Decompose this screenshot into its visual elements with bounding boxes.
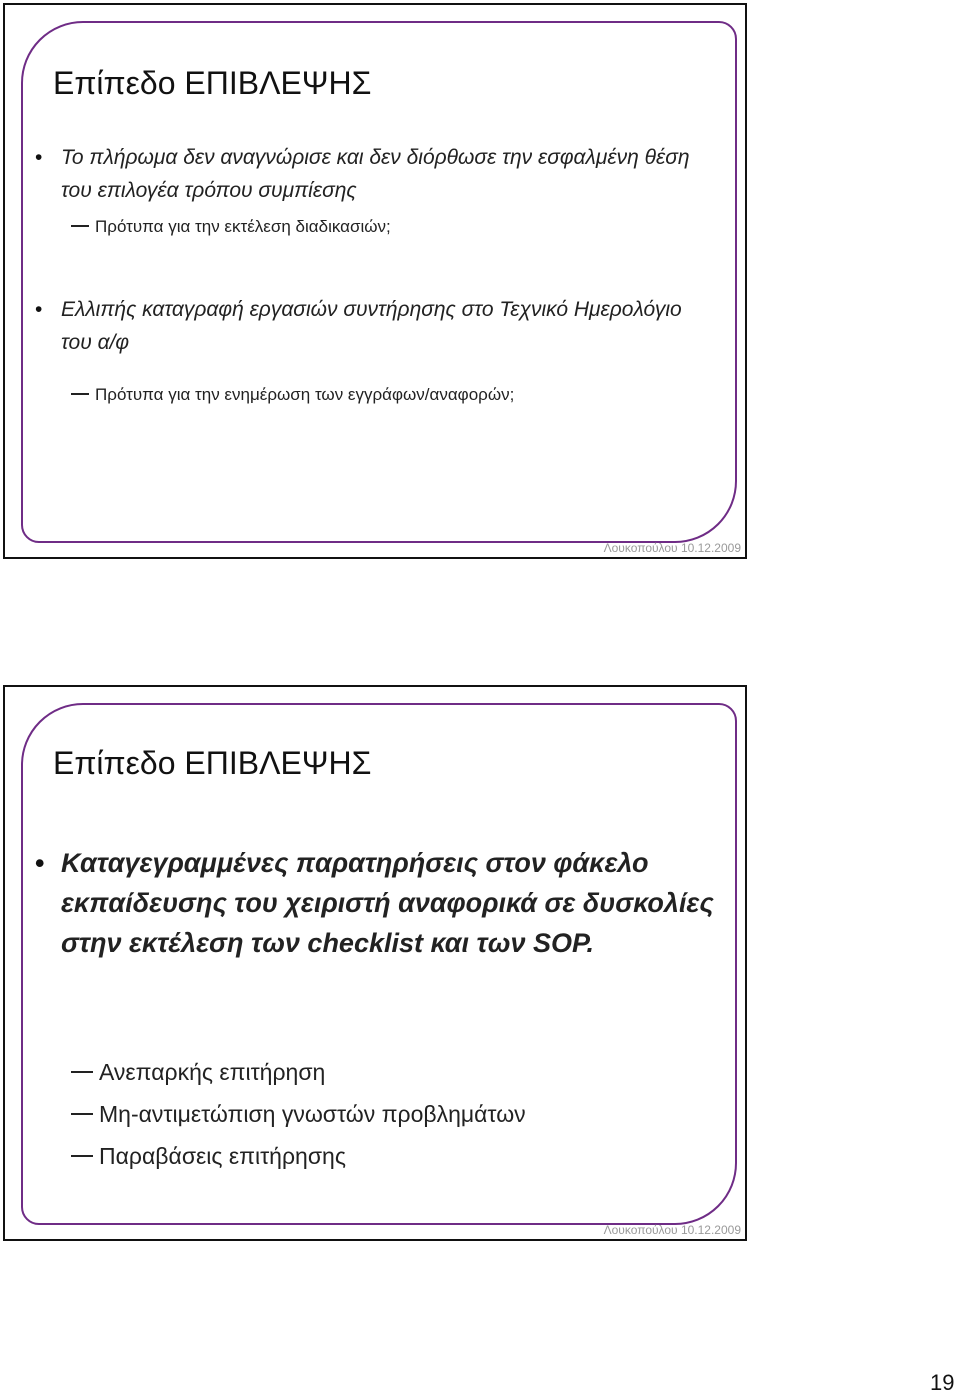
dash-icon	[71, 1155, 93, 1157]
slide-title: Επίπεδο ΕΠΙΒΛΕΨΗΣ	[53, 745, 372, 781]
dash-icon	[71, 393, 89, 395]
dash-icon	[71, 1071, 93, 1073]
sub-text: Πρότυπα για την ενημέρωση των εγγράφων/αναφορών;	[95, 385, 515, 404]
sub-item	[71, 385, 514, 405]
bullet-item	[35, 843, 721, 963]
sub-item	[71, 217, 391, 237]
bullet-text: Το πλήρωμα δεν αναγνώρισε και δεν διόρθωσε την εσφαλμένη θέση του επιλογέα τρόπου συμπίεσης	[61, 146, 690, 202]
slide-title: Επίπεδο ΕΠΙΒΛΕΨΗΣ	[53, 65, 372, 101]
sub-item	[71, 1143, 346, 1170]
sub-text: Μη-αντιμετώπιση γνωστών προβλημάτων	[99, 1101, 526, 1127]
bullet-icon: •	[35, 848, 45, 878]
dash-icon	[71, 225, 89, 227]
sub-item	[71, 1101, 526, 1128]
slide-frame	[21, 703, 737, 1225]
slide-1	[3, 3, 747, 559]
bullet-text: Καταγεγραμμένες παρατηρήσεις στον φάκελο εκπαίδευσης του χειριστή αναφορικά σε δυσκολίες στην εκτέλεση των checklist και των SOP.	[61, 848, 714, 958]
page-number: 19	[930, 1370, 955, 1395]
sub-item	[71, 1059, 325, 1086]
slide-footer: Λουκοπούλου 10.12.2009	[603, 541, 741, 555]
sub-text: Παραβάσεις επιτήρησης	[99, 1143, 346, 1169]
slide-2	[3, 685, 747, 1241]
slide-footer: Λουκοπούλου 10.12.2009	[603, 1223, 741, 1237]
bullet-item	[35, 141, 701, 207]
sub-text: Ανεπαρκής επιτήρηση	[99, 1059, 326, 1085]
bullet-icon: •	[35, 298, 43, 321]
slide-frame	[21, 21, 737, 543]
dash-icon	[71, 1113, 93, 1115]
bullet-icon: •	[35, 146, 43, 169]
sub-text: Πρότυπα για την εκτέλεση διαδικασιών;	[95, 217, 391, 236]
bullet-text: Ελλιπής καταγραφή εργασιών συντήρησης στο Τεχνικό Ημερολόγιο του α/φ	[61, 298, 682, 354]
bullet-item	[35, 293, 701, 359]
